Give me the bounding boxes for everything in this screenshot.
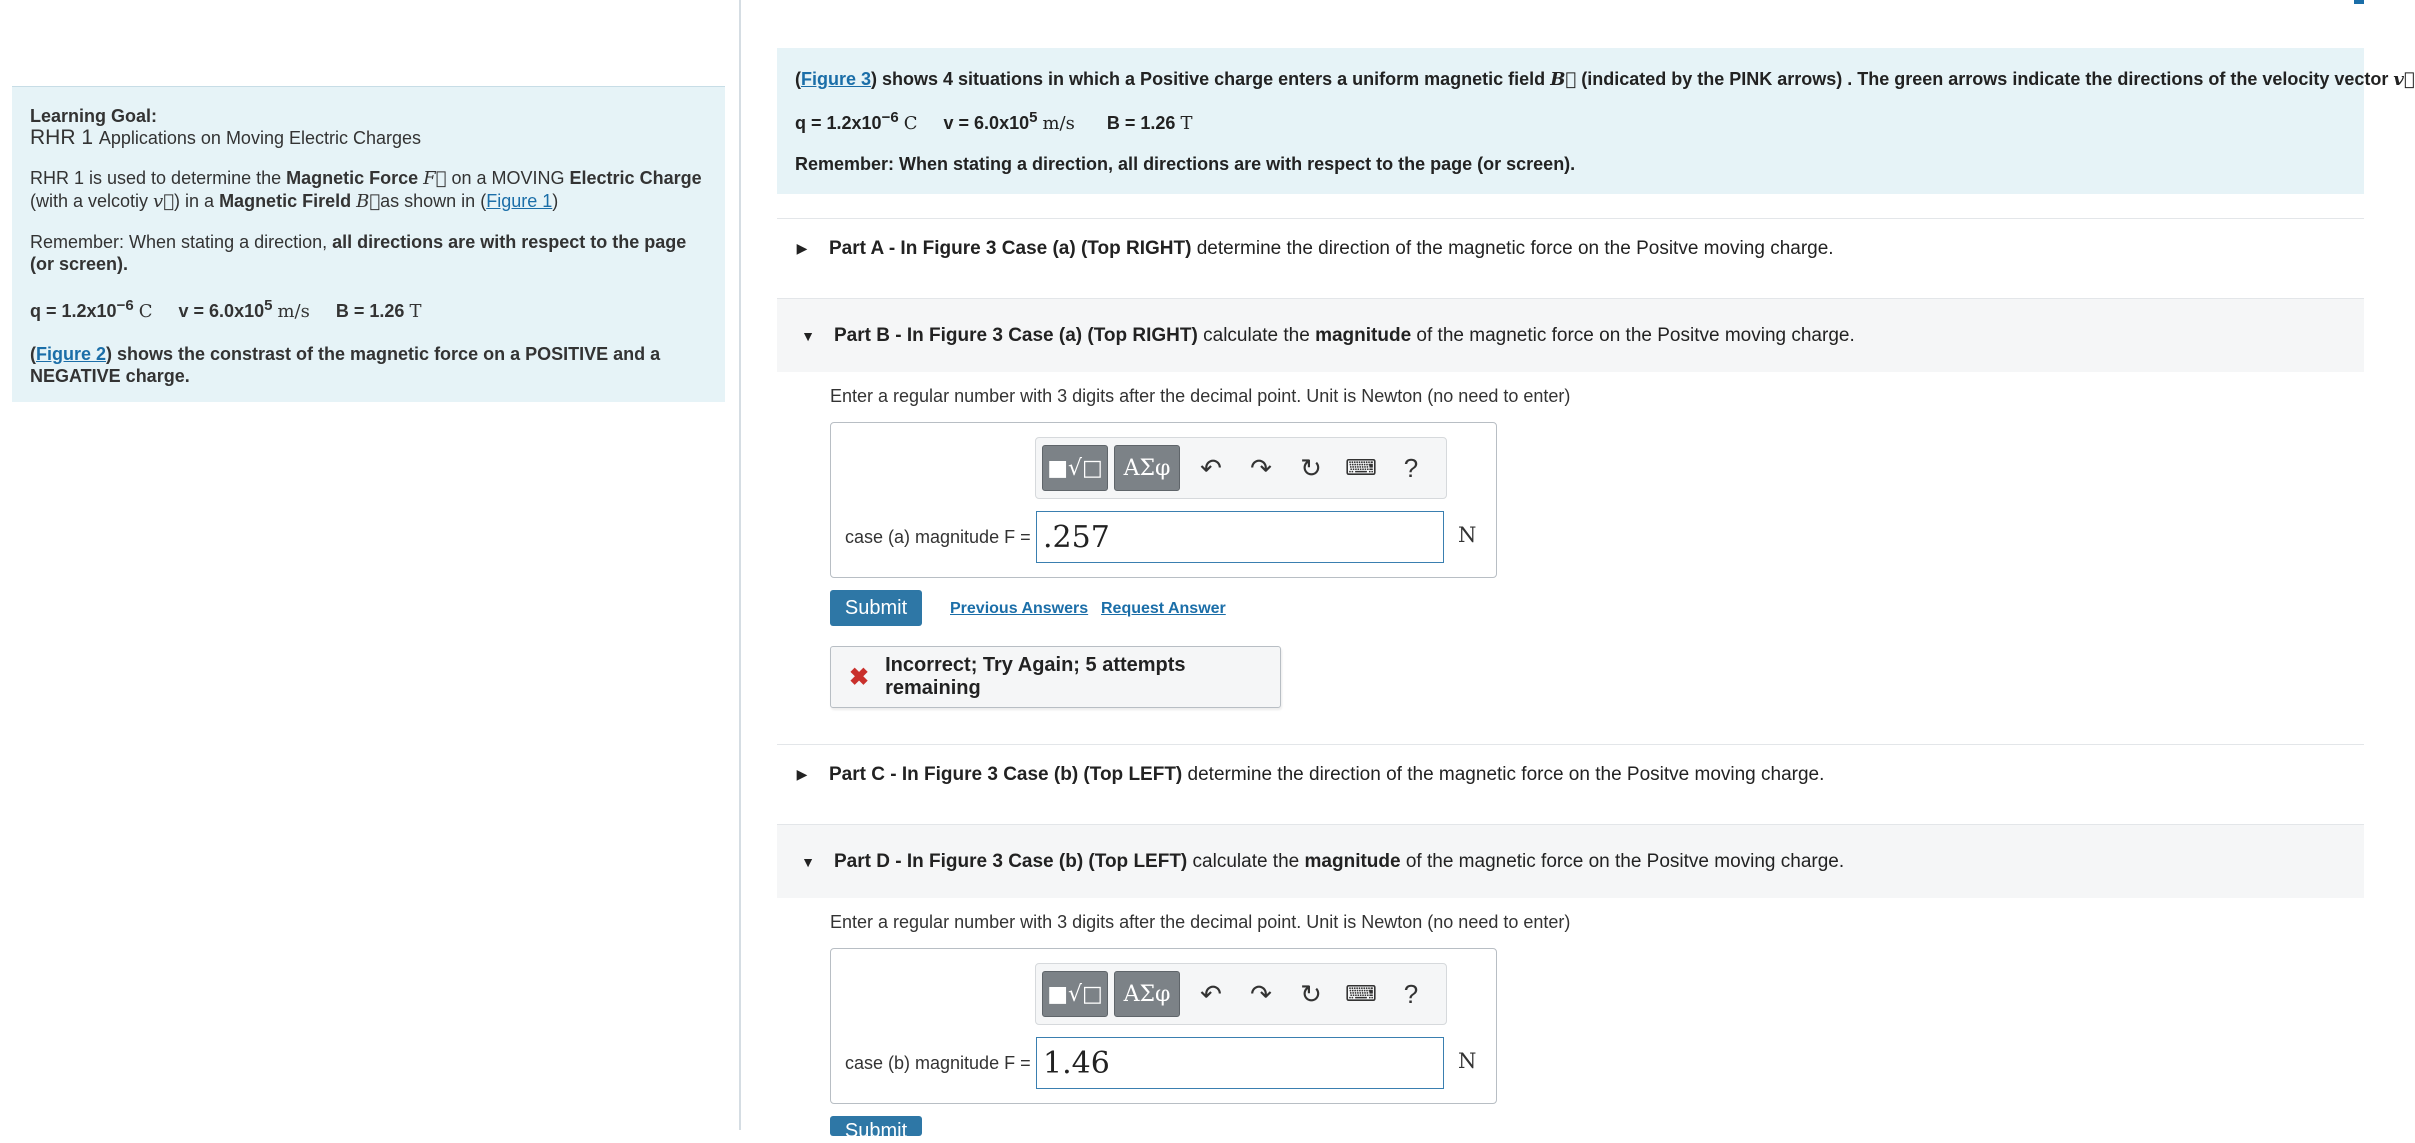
b-unit: T	[409, 301, 422, 322]
part-d-submit-button[interactable]: Submit	[830, 1116, 922, 1136]
learning-goal-panel	[12, 86, 725, 402]
reset-icon[interactable]: ↻	[1300, 978, 1322, 1009]
part-c-title	[829, 764, 1824, 786]
given-values	[30, 295, 707, 323]
keyboard-icon[interactable]: ⌨	[1345, 455, 1377, 480]
text-bold: Part B - In Figure 3 Case (a) (Top RIGHT)	[834, 324, 1198, 346]
force-vector-symbol: F⃗	[423, 168, 447, 189]
text: calculate the	[1197, 324, 1316, 346]
part-c-header[interactable]	[777, 744, 2364, 804]
part-a-title	[829, 238, 1834, 260]
text: (	[30, 344, 36, 364]
reset-icon[interactable]: ↻	[1300, 452, 1322, 483]
text: calculate the	[1187, 850, 1305, 872]
text: (indicated by the PINK arrows) . The green arrows indicate the directions of the velocity vector	[1581, 69, 2389, 89]
part-d-unit: N	[1458, 1049, 1477, 1073]
part-d-header[interactable]	[777, 824, 2364, 898]
intro-sentence	[795, 68, 2415, 91]
templates-button[interactable]	[1042, 445, 1108, 491]
templates-button[interactable]	[1042, 971, 1108, 1017]
problem-intro-panel	[777, 48, 2415, 194]
part-b-header[interactable]	[777, 298, 2364, 372]
q-unit: C	[903, 113, 918, 134]
text: ) in a	[174, 191, 220, 211]
part-a-header[interactable]	[777, 218, 2364, 278]
math-toolbar	[1035, 437, 1447, 499]
part-b-instruction: Enter a regular number with 3 digits after the decimal point. Unit is Newton (no need to enter)	[830, 386, 1571, 406]
text: ) shows the constrast of the magnetic force on a POSITIVE and a NEGATIVE charge.	[30, 344, 661, 386]
help-label: ?	[1403, 978, 1419, 1009]
keyboard-icon[interactable]: ⌨	[1345, 981, 1377, 1006]
field-vector-symbol: B⃗	[356, 191, 381, 212]
q-value: q = 1.2x10	[795, 113, 882, 133]
part-b-feedback	[830, 646, 1281, 708]
part-b-answer-box	[830, 422, 1497, 578]
text-bold: Electric Charge	[569, 168, 702, 188]
v-value: v = 6.0x10	[178, 301, 265, 321]
text-bold: Part D - In Figure 3 Case (b) (Top LEFT)	[834, 850, 1188, 872]
q-exponent: −6	[116, 297, 134, 314]
q-value: q = 1.2x10	[30, 301, 117, 321]
text-bold: Part C - In Figure 3 Case (b) (Top LEFT)	[829, 763, 1183, 785]
greek-symbols-button[interactable]	[1114, 445, 1180, 491]
templates-label: ■√□	[1047, 981, 1103, 1007]
b-value: B = 1.26	[1106, 113, 1176, 133]
b-value: B = 1.26	[335, 301, 405, 321]
text-bold: Part A - In Figure 3 Case (a) (Top RIGHT)	[829, 237, 1192, 259]
greek-symbols-button[interactable]	[1114, 971, 1180, 1017]
learning-goal-subtitle	[30, 127, 707, 149]
part-b-title	[834, 325, 1855, 347]
text: Remember: When stating a direction,	[30, 232, 333, 252]
text: of the magnetic force on the Positve moving charge.	[1411, 324, 1855, 346]
greek-label: ΑΣφ	[1123, 455, 1171, 481]
text: (with a velcotiy	[30, 191, 154, 211]
greek-label: ΑΣφ	[1123, 981, 1171, 1007]
part-d-answer-box	[830, 948, 1497, 1104]
q-exponent: −6	[881, 109, 899, 126]
redo-icon[interactable]: ↷	[1250, 978, 1272, 1009]
b-unit: T	[1180, 113, 1193, 134]
text-bold: magnitude	[1304, 850, 1401, 872]
text-bold: all directions are with respect to the page (or screen).	[30, 232, 687, 274]
text: ) shows 4 situations in which a Positive charge enters a uniform magnetic field	[871, 69, 1546, 89]
text-bold: magnitude	[1315, 324, 1412, 346]
v-exponent: 5	[264, 297, 273, 314]
part-d-answer-label: case (b) magnitude F =	[845, 1053, 1031, 1073]
text: on a MOVING	[451, 168, 570, 188]
caret-down-icon: ▼	[801, 327, 815, 344]
help-icon[interactable]	[1386, 445, 1436, 491]
part-b-request-answer-link[interactable]: Request Answer	[1101, 600, 1226, 617]
text: (	[795, 69, 801, 89]
part-d-instruction: Enter a regular number with 3 digits after the decimal point. Unit is Newton (no need to enter)	[830, 912, 1571, 932]
caret-down-icon: ▼	[801, 853, 815, 870]
part-d-title	[834, 851, 1844, 873]
intro-remember: Remember: When stating a direction, all directions are with respect to the page (or screen).	[795, 154, 1576, 174]
part-b-answer-label: case (a) magnitude F =	[845, 527, 1031, 547]
v-unit: m/s	[1042, 113, 1075, 134]
q-unit: C	[138, 301, 153, 322]
caret-right-icon: ▶	[796, 766, 808, 782]
help-icon[interactable]	[1386, 971, 1436, 1017]
goal-paragraph-figure2	[30, 343, 707, 387]
subtitle-rhr: RHR 1	[30, 126, 94, 149]
velocity-vector-symbol: v⃗	[153, 191, 175, 212]
templates-label: ■√□	[1047, 455, 1103, 481]
text: determine the direction of the magnetic force on the Positve moving charge.	[1191, 237, 1834, 259]
undo-icon[interactable]: ↶	[1200, 978, 1222, 1009]
right-column	[777, 0, 2415, 1142]
v-unit: m/s	[277, 301, 310, 322]
text: determine the direction of the magnetic force on the Positve moving charge.	[1182, 763, 1825, 785]
goal-paragraph-rhr	[30, 167, 707, 213]
left-column	[0, 0, 741, 1130]
intro-given-values	[795, 107, 2346, 135]
figure-1-link[interactable]: Figure 1	[486, 191, 553, 211]
text-bold: Magnetic Force	[286, 168, 419, 188]
undo-icon[interactable]: ↶	[1200, 452, 1222, 483]
redo-icon[interactable]: ↷	[1250, 452, 1272, 483]
caret-right-icon: ▶	[796, 240, 808, 256]
learning-goal-title: Learning Goal:	[30, 106, 158, 126]
figure-3-link[interactable]: Figure 3	[801, 69, 872, 89]
v-value: v = 6.0x10	[943, 113, 1030, 133]
velocity-vector-symbol: v⃗	[2393, 69, 2415, 90]
part-b-previous-answers-link[interactable]: Previous Answers	[950, 600, 1089, 617]
text: as shown in (	[380, 191, 487, 211]
part-b-submit-button[interactable]: Submit	[830, 590, 922, 626]
part-d-answer-input[interactable]: 1.46	[1036, 1037, 1444, 1089]
part-b-unit: N	[1458, 523, 1477, 547]
text: of the magnetic force on the Positve moving charge.	[1400, 850, 1845, 872]
text-bold: Magnetic Fireld	[219, 191, 352, 211]
field-vector-symbol: B⃗	[1550, 69, 1577, 90]
part-b-answer-input[interactable]: .257	[1036, 511, 1444, 563]
goal-paragraph-remember	[30, 231, 707, 275]
help-label: ?	[1403, 452, 1419, 483]
feedback-text: Incorrect; Try Again; 5 attempts remaining	[885, 654, 1186, 699]
text: RHR 1 is used to determine the	[30, 168, 287, 188]
v-exponent: 5	[1029, 109, 1038, 126]
incorrect-x-icon: ✖	[849, 663, 870, 691]
text: )	[552, 191, 559, 211]
subtitle-topic: Applications on Moving Electric Charges	[98, 128, 422, 148]
figure-2-link[interactable]: Figure 2	[36, 344, 107, 364]
math-toolbar	[1035, 963, 1447, 1025]
corner-accent	[2354, 0, 2364, 4]
